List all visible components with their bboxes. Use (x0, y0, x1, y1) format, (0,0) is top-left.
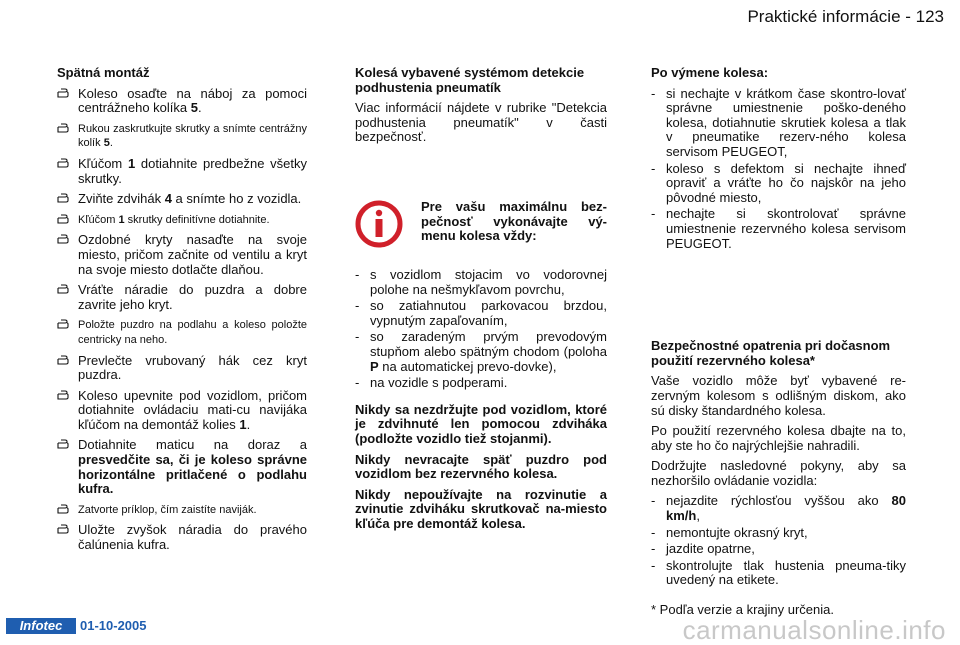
column-reassembly (57, 66, 307, 559)
pointing-hand-icon (57, 523, 73, 539)
reassembly-steps (57, 87, 307, 553)
step-item (57, 157, 307, 186)
item-text: Kľúčom (78, 155, 128, 171)
list-item (651, 542, 906, 557)
item-text: so zaradeným prvým prevodovým stupňom alebo spätným chodom (poloha (370, 329, 607, 359)
info-icon (355, 200, 403, 248)
item-text: nechajte si skontrolovať správne umiestnenie rezervného kolesa servisom PEUGEOT. (666, 206, 906, 251)
item-text: Položte puzdro na podlahu a koleso položte centricky na neho. (78, 319, 307, 346)
step-item (57, 192, 307, 207)
dash-marker: - (355, 298, 360, 314)
list-item (355, 299, 607, 328)
item-text-end: , (696, 508, 700, 524)
section-title-tpms: Kolesá vybavené systémom detekcie podhustenia pneumatík (355, 65, 585, 95)
list-item (651, 494, 906, 523)
item-text: Kľúčom (78, 213, 119, 226)
section-title-after-change: Po výmene kolesa: (651, 65, 769, 80)
item-text-end: dotiahnite predbežne všetky skrutky. (78, 155, 307, 186)
step-item (57, 354, 307, 383)
step-item (57, 213, 307, 228)
step-item (57, 122, 307, 151)
page-header: Praktické informácie - 123 (747, 7, 944, 26)
footnote: * Podľa verzie a krajiny určenia. (651, 602, 834, 618)
warning-paragraph: Nikdy nevracajte späť puzdro pod vozidlom bez rezervného kolesa. (355, 451, 607, 482)
item-text: nemontujte okrasný kryt, (666, 524, 808, 540)
list-item (355, 268, 607, 297)
list-item (651, 526, 906, 541)
pointing-hand-icon (57, 157, 73, 173)
warning-paragraph: Nikdy nepoužívajte na rozvinutie a zvinutie zdviháku skrutkovač na-miesto kľúča pre demontáž kolesa. (355, 486, 607, 531)
step-item (57, 503, 307, 518)
item-text-end: . (246, 416, 251, 432)
item-text: na vozidle s podperami. (370, 375, 508, 391)
step-item (57, 233, 307, 277)
item-text: Zatvorte príklop, čím zaistíte naviják. (78, 503, 257, 516)
item-text: jazdite opatrne, (666, 541, 755, 557)
step-item (57, 523, 307, 552)
item-text: koleso s defektom si nechajte ihneď opraviť a vráťte ho čo najskôr na jeho pôvodné miesto, (666, 160, 906, 205)
step-item (57, 318, 307, 347)
dash-marker: - (651, 160, 656, 176)
item-text-end: a snímte ho z vozidla. (171, 191, 302, 207)
dash-marker: - (355, 266, 360, 282)
column-after-change (651, 66, 906, 590)
list-item (651, 559, 906, 588)
item-text: si nechajte v krátkom čase skontro-lovať správne umiestnenie poško-deného kolesa, dotiahnutie skrutiek kolesa a tlak v pneumatike rezerv-ného kolesa servisom PEUGEOT, (666, 85, 906, 159)
step-item (57, 389, 307, 433)
list-item (651, 162, 906, 206)
safety-info-title: Pre vašu maximálnu bez-pečnosť vykonávajte vý-menu kolesa vždy: (421, 198, 607, 244)
spare-wheel-paragraph-2: Po použití rezervného kolesa dbajte na to, aby ste ho čo najrýchlejšie nahradili. (651, 423, 906, 453)
spare-wheel-rules-list (651, 494, 906, 588)
dash-marker: - (355, 329, 360, 345)
step-item (57, 87, 307, 116)
item-text-end: na automatickej prevo-dovke), (378, 358, 557, 374)
item-text-bold: presvedčite sa, či je koleso správne horizontálne pritlačené o podlahu kufra. (78, 452, 307, 497)
item-text: nejazdite rýchlosťou vyššou ako (666, 493, 892, 509)
tpms-intro: Viac informácií nájdete v rubrike "Detekcia podhustenia pneumatík" v časti bezpečnosť. (355, 100, 607, 145)
watermark: carmanualsonline.info (682, 615, 946, 645)
after-change-list (651, 87, 906, 252)
dash-marker: - (651, 85, 656, 101)
dash-marker: - (651, 206, 656, 222)
item-text: Koleso osaďte na náboj za pomoci centrážneho kolíka (78, 85, 307, 116)
spare-wheel-paragraph-1: Vaše vozidlo môže byť vybavené re-zervným kolesom s odlišným diskom, ako sú disky štandardného kolesa. (651, 373, 906, 418)
pointing-hand-icon (57, 438, 73, 454)
step-item (57, 438, 307, 496)
list-item (355, 330, 607, 374)
dash-marker: - (651, 493, 656, 509)
pointing-hand-icon (57, 503, 73, 520)
item-text-end: . (197, 100, 202, 116)
item-text-bold: 1 (239, 416, 247, 432)
item-text-end: . (109, 137, 113, 150)
safety-info-box (355, 200, 607, 256)
item-text-bold: 1 (127, 155, 136, 171)
item-text: Uložte zvyšok náradia do pravého čalúnenia kufra. (78, 522, 307, 553)
item-text-bold: 4 (164, 191, 172, 207)
pointing-hand-icon (57, 87, 73, 103)
spare-wheel-paragraph-3: Dodržujte nasledovné pokyny, aby sa nezhoršilo ovládanie vozidla: (651, 458, 906, 488)
item-text: Koleso upevnite pod vozidlom, pričom dotiahnite ovládaciu mati-cu navijáka kľúčom na demontáž kolies (78, 387, 307, 432)
item-text: Dotiahnite maticu na doraz a (78, 437, 307, 453)
infotec-logo: Infotec (6, 618, 76, 634)
pointing-hand-icon (57, 192, 73, 208)
item-text-bold: P (370, 358, 379, 374)
item-text: Rukou zaskrutkujte skrutky a snímte centrážny kolík (78, 122, 307, 150)
pointing-hand-icon (57, 213, 73, 230)
item-text: so zatiahnutou parkovacou brzdou, vypnutým zapaľovaním, (370, 298, 607, 328)
item-text: Vráťte náradie do puzdra a dobre zavrite jeho kryt. (78, 282, 307, 312)
safety-warnings (355, 403, 607, 532)
item-text: s vozidlom stojacim vo vodorovnej polohe na nešmykľavom povrchu, (370, 266, 607, 297)
pointing-hand-icon (57, 389, 73, 405)
item-text-bold: 5 (103, 137, 110, 150)
step-item (57, 283, 307, 312)
dash-marker: - (651, 524, 656, 540)
item-text-bold: 5 (190, 100, 198, 116)
warning-paragraph: Nikdy sa nezdržujte pod vozidlom, ktoré je zdvihnuté len pomocou zdviháka (podložte vozidlo tiež stojanmi). (355, 401, 607, 446)
pointing-hand-icon (57, 122, 73, 139)
item-text-end: skrutky definitívne dotiahnite. (124, 213, 270, 226)
pointing-hand-icon (57, 283, 73, 299)
item-text: Zviňte zdvihák (78, 191, 165, 207)
list-item (651, 207, 906, 251)
pointing-hand-icon (57, 233, 73, 249)
item-text-bold: 80 km/h (666, 493, 906, 524)
dash-marker: - (651, 541, 656, 557)
section-title-spare-wheel: Bezpečnostné opatrenia pri dočasnom použití rezervného kolesa* (651, 338, 891, 368)
list-item (355, 376, 607, 391)
pointing-hand-icon (57, 318, 73, 335)
dash-marker: - (355, 375, 360, 391)
section-title-reassembly: Spätná montáž (57, 65, 150, 80)
item-text-bold: 1 (118, 213, 125, 226)
footer-date: 01-10-2005 (80, 618, 147, 634)
pointing-hand-icon (57, 354, 73, 370)
column-tpms (355, 66, 607, 537)
list-item (651, 87, 906, 160)
safety-conditions-list (355, 268, 607, 391)
item-text: Ozdobné kryty nasaďte na svoje miesto, pričom začnite od ventilu a kryt na svoje miesto dotlačte dlaňou. (78, 232, 307, 277)
item-text: skontrolujte tlak hustenia pneuma-tiky uvedený na etikete. (666, 557, 906, 588)
item-text: Prevlečte vrubovaný hák cez kryt puzdra. (78, 352, 307, 383)
dash-marker: - (651, 557, 656, 573)
